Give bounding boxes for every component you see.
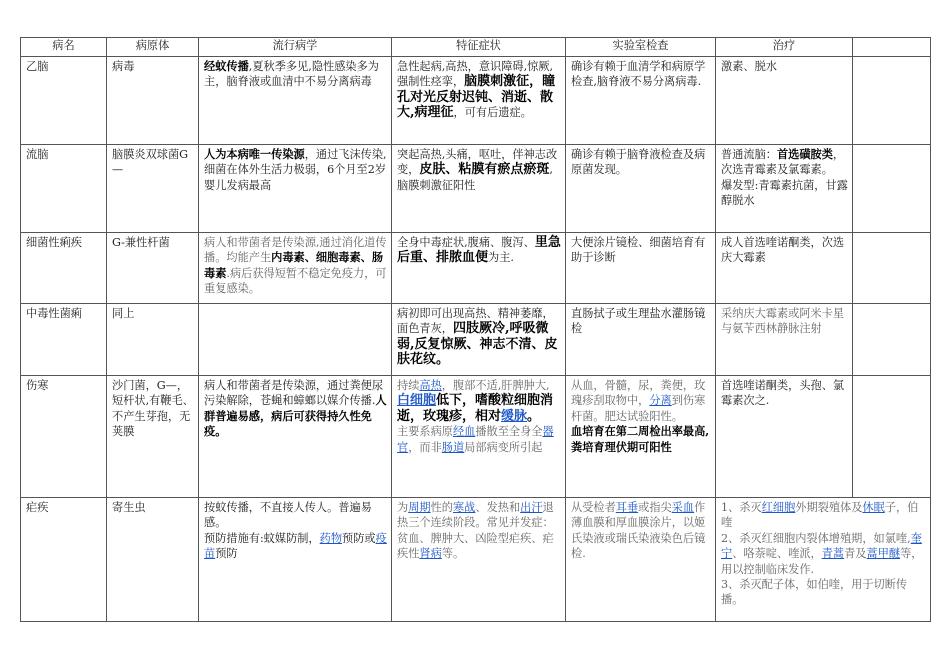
link-red-blood-cell[interactable]: 红细胞 <box>761 501 796 514</box>
header-treatment: 治疗 <box>716 38 853 57</box>
cell-extra <box>853 57 931 145</box>
cell-lab-tests <box>566 376 716 498</box>
text-line <box>721 531 926 577</box>
text: .病后获得短暂不稳定免疫力，可重复感染。 <box>204 266 387 296</box>
bold-text-line: 血培育在第二周检出率最高,粪培育理伏期可阳性 <box>571 424 710 454</box>
text: 子，伯喹 <box>721 501 919 530</box>
cell-lab-tests <box>566 498 716 622</box>
link-intestine[interactable]: 肠道 <box>441 440 465 454</box>
text: ，腹部不适,肝脾肿大, <box>441 379 550 392</box>
text: 或指尖 <box>638 501 672 514</box>
text: 病人和带菌者是传染源,通过消化道传播。均能产生 <box>204 236 387 265</box>
bold-text: 人群普遍易感，病后可获得持久性免疫。 <box>204 393 387 439</box>
text: ，次选青霉素及氯霉素。 <box>721 148 845 177</box>
bold-text: 首选磺胺类 <box>776 147 833 161</box>
text: 外期裂殖体及 <box>795 501 863 514</box>
link-nephropathy[interactable]: 肾病 <box>419 547 442 561</box>
cell-pathogen: 沙门菌，G—，短杆状,有鞭毛、不产生芽孢，无荚膜 <box>107 376 199 498</box>
link-blood[interactable]: 经血 <box>452 425 476 439</box>
header-lab-tests: 实验室检查 <box>566 38 716 57</box>
header-pathogen: 病原体 <box>107 38 199 57</box>
text: 1、杀灭 <box>721 501 762 514</box>
text: 等。 <box>441 547 465 561</box>
bold-text: 里急后重、排脓血便 <box>397 235 561 266</box>
text-line <box>721 500 926 531</box>
cell-symptoms <box>392 304 566 376</box>
text: 退热三个连续阶段。常见并发症：贫血、脾肿大、凶险型疟疾、疟疾性 <box>397 501 554 561</box>
text: ，可有后遗症。 <box>453 106 532 120</box>
cell-lab-tests: 确诊有赖于脑脊液检查及病原菌发现。 <box>566 145 716 233</box>
text: 播散至全身全 <box>475 425 543 439</box>
cell-treatment: 采纳庆大霉素或阿米卡星与氨苄西林静脉注射 <box>716 304 853 376</box>
text: 全身中毒症状,腹痛、腹泻、 <box>397 236 535 249</box>
cell-epidemiology <box>199 376 392 498</box>
cell-treatment <box>716 145 853 233</box>
cell-treatment: 首选喹诺酮类，头孢、氯霉素次之. <box>716 376 853 498</box>
cell-pathogen: 病毒 <box>107 57 199 145</box>
bold-text: 。 <box>527 408 541 424</box>
text: ，而非 <box>408 440 442 454</box>
link-isolate[interactable]: 分离 <box>649 394 672 408</box>
text: 主要系病原 <box>397 425 453 439</box>
link-artemether[interactable]: 蒿甲醚 <box>866 547 901 561</box>
bold-text: 四肢厥冷,呼吸微弱,反复惊厥、神志不清、皮肤花纹。 <box>397 321 558 368</box>
cell-lab-tests: 确诊有赖于血清学和病原学检查,脑脊液不易分离病毒. <box>566 57 716 145</box>
cell-disease-name: 伤寒 <box>21 376 107 498</box>
text: 预防或 <box>342 531 376 545</box>
text: 到伤寒杆菌。肥达试验阳性。 <box>571 394 706 423</box>
link-slow-pulse[interactable]: 缓脉 <box>501 408 528 424</box>
cell-epidemiology <box>199 498 392 622</box>
text: 为主. <box>488 251 514 265</box>
bold-text: 皮肤、粘膜有瘀点瘀斑 <box>419 162 550 178</box>
cell-epidemiology <box>199 233 392 304</box>
cell-pathogen: 寄生虫 <box>107 498 199 622</box>
cell-extra <box>853 376 931 498</box>
text: 、咯萘啶、喹派， <box>732 547 822 561</box>
text: 按蚊传播，不直接人传人。普遍易感。 <box>204 501 372 530</box>
text: 预防措施有:蚊媒防制， <box>204 531 320 545</box>
link-chills[interactable]: 寒战 <box>452 501 476 514</box>
link-dormant[interactable]: 休眠 <box>862 501 885 514</box>
text: 病人和带菌者是传染源，通过粪便尿污染解除，苍蝇和蟑螂以媒介传播. <box>204 379 384 408</box>
table-row <box>21 376 931 498</box>
link-quinine[interactable]: 奎宁 <box>721 531 922 561</box>
cell-symptoms <box>392 57 566 145</box>
text: 性的 <box>430 501 453 514</box>
cell-epidemiology <box>199 304 392 376</box>
text-line: 爆发型:青霉素抗菌，甘露醇脱水 <box>721 178 848 208</box>
table-header-row <box>21 38 931 57</box>
link-drug[interactable]: 药物 <box>319 531 343 545</box>
text: 2、杀灭红细胞内裂体增殖期，如氯喹, <box>721 531 911 545</box>
header-symptoms: 特征症状 <box>392 38 566 57</box>
text: 为 <box>397 501 409 514</box>
link-white-blood-cell[interactable]: 白细胞 <box>397 393 437 409</box>
cell-extra <box>853 304 931 376</box>
link-artemisia[interactable]: 青蒿 <box>821 547 845 561</box>
text-line: 3、杀灭配子体，如伯喹，用于切断传播。 <box>721 578 908 607</box>
cell-pathogen: 脑膜炎双球菌G— <box>107 145 199 233</box>
cell-disease-name: 中毒性菌痢 <box>21 304 107 376</box>
cell-treatment <box>716 498 931 622</box>
link-earlobe[interactable]: 耳垂 <box>615 501 639 514</box>
text: 青及 <box>844 547 867 561</box>
cell-pathogen: G-兼性杆菌 <box>107 233 199 304</box>
cell-epidemiology <box>199 145 392 233</box>
header-disease-name: 病名 <box>21 38 107 57</box>
cell-disease-name: 乙脑 <box>21 57 107 145</box>
cell-disease-name: 流脑 <box>21 145 107 233</box>
text: 从受检者 <box>571 501 616 514</box>
text: 、发热和 <box>475 501 521 514</box>
text: ,脑膜刺激征阳性 <box>397 163 553 192</box>
cell-lab-tests: 直肠拭子或生理盐水灌肠镜检 <box>566 304 716 376</box>
link-blood-sampling[interactable]: 采血 <box>671 501 695 514</box>
text: 等，用以控制临床发作. <box>721 547 923 576</box>
cell-symptoms <box>392 498 566 622</box>
cell-symptoms <box>392 145 566 233</box>
link-periodic[interactable]: 周期 <box>408 501 431 514</box>
cell-disease-name: 疟疾 <box>21 498 107 622</box>
text-line <box>204 531 387 562</box>
cell-symptoms <box>392 376 566 498</box>
table-row <box>21 57 931 145</box>
table-row <box>21 145 931 233</box>
cell-epidemiology <box>199 57 392 145</box>
header-epidemiology: 流行病学 <box>199 38 392 57</box>
cell-symptoms <box>392 233 566 304</box>
text: 突起高热,头痛，呕吐，伴神志改变， <box>397 148 558 177</box>
text: 从血，骨髓，尿，粪便，玫瑰疹刮取物中， <box>571 379 706 408</box>
cell-extra <box>853 233 931 304</box>
text-line <box>397 424 561 455</box>
bold-text: 经蚊传播 <box>204 59 249 73</box>
link-fever[interactable]: 高热 <box>419 379 442 392</box>
table-row <box>21 304 931 376</box>
bold-text: 人为本病唯一传染源 <box>204 147 305 161</box>
cell-pathogen: 同上 <box>107 304 199 376</box>
table-row <box>21 233 931 304</box>
bold-text: 脑膜刺激征，瞳孔对光反射迟钝、消逝、散大,病理征 <box>397 74 556 121</box>
header-extra <box>853 38 931 57</box>
disease-table <box>20 37 931 622</box>
text: ,夏秋季多见,隐性感染多为主，脑脊液或血清中不易分离病毒 <box>204 60 379 89</box>
bold-text: 内毒素、细胞毒素、肠毒素 <box>204 250 384 280</box>
cell-disease-name: 细菌性痢疾 <box>21 233 107 304</box>
text: 急性起病,高热，意识障碍,惊厥,强制性痉挛， <box>397 60 554 89</box>
text: 作薄血膜和厚血膜涂片，以姬氏染液或瑞氏染液染色后镜检. <box>571 501 706 561</box>
bold-text: 低下，嗜酸粒细胞消逝，玫瑰疹，相对 <box>397 393 554 424</box>
text: 普通流脑： <box>721 148 777 161</box>
cell-treatment: 成人首选喹诺酮类，次选庆大霉素 <box>716 233 853 304</box>
link-sweating[interactable]: 出汗 <box>520 501 543 514</box>
text: 局部病变所引起 <box>464 440 543 454</box>
cell-extra <box>853 145 931 233</box>
cell-treatment: 激素、脱水 <box>716 57 853 145</box>
cell-lab-tests: 大便涂片镜检、细菌培育有助于诊断 <box>566 233 716 304</box>
text: ，通过飞沫传染,细菌在体外生活力极弱，6个月至2岁婴儿发病最高 <box>204 148 387 192</box>
text: 持续 <box>397 379 420 392</box>
text: 病初即可出现高热、精神萎靡，面色青灰， <box>397 307 554 336</box>
table-row <box>21 498 931 622</box>
link-vaccine[interactable]: 疫苗 <box>204 531 387 561</box>
link-organ[interactable]: 器官 <box>397 425 554 454</box>
text: 预防 <box>215 547 238 561</box>
